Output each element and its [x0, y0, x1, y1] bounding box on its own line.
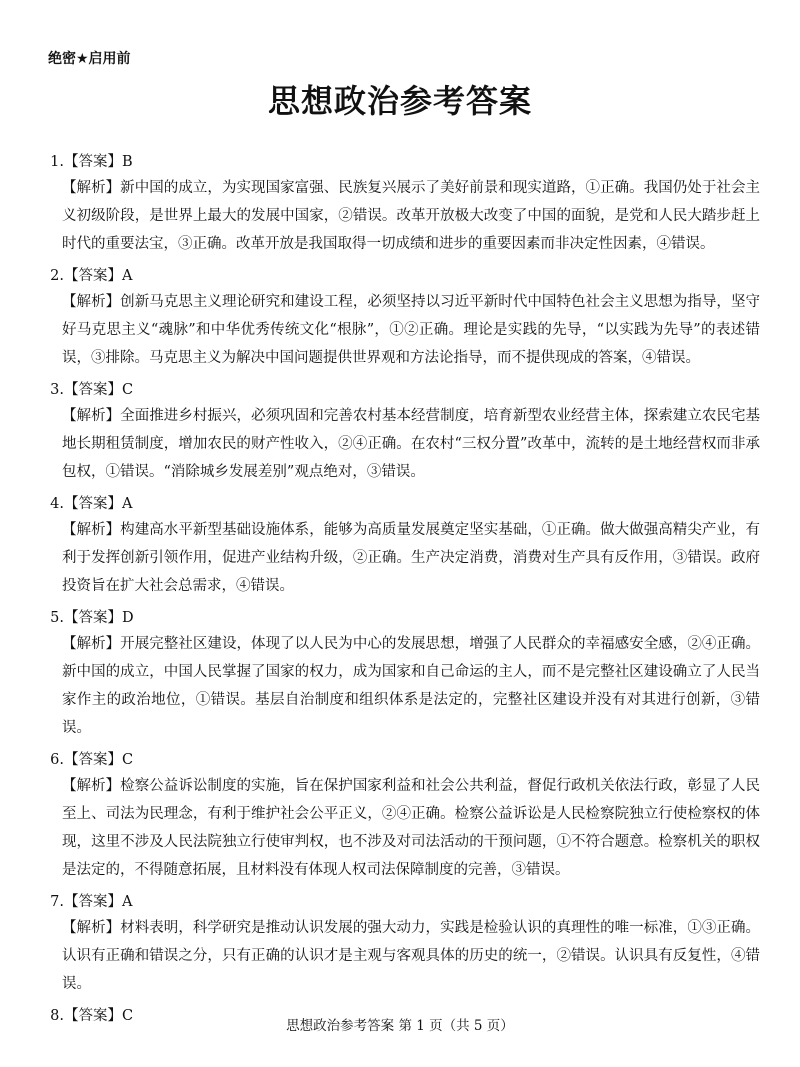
item-number: 8.	[50, 1008, 64, 1024]
answer-label: 【答案】B	[64, 154, 133, 170]
answer-item-4	[38, 492, 760, 600]
answer-item-3	[38, 378, 760, 486]
answer-item-5	[38, 606, 760, 742]
item-number: 1.	[50, 154, 64, 170]
answer-label: 【答案】C	[64, 752, 134, 768]
item-number: 2.	[50, 268, 64, 284]
item-number: 5.	[50, 610, 64, 626]
explanation-text: 【解析】全面推进乡村振兴，必须巩固和完善农村基本经营制度，培育新型农业经营主体，探索建立农民宅基地长期租赁制度，增加农民的财产性收入，②④正确。在农村“三权分置”改革中，流转的是土地经营权而非承包权，①错误。“消除城乡发展差别”观点绝对，③错误。	[62, 408, 760, 480]
page-title: 思想政治参考答案	[267, 82, 532, 120]
explanation-text: 【解析】材料表明，科学研究是推动认识发展的强大动力，实践是检验认识的真理性的唯一标准，①③正确。认识有正确和错误之分，只有正确的认识才是主观与客观具体的历史的统一，②错误。认识具有反复性，④错误。	[62, 920, 760, 992]
item-number: 7.	[50, 894, 64, 910]
answer-list	[38, 150, 760, 1034]
answer-label: 【答案】D	[64, 610, 134, 626]
page-footer: 思想政治参考答案 第 1 页（共 5 页）	[286, 1018, 514, 1034]
explanation-text: 【解析】创新马克思主义理论研究和建设工程，必须坚持以习近平新时代中国特色社会主义思想为指导，坚守好马克思主义“魂脉”和中华优秀传统文化“根脉”，①②正确。理论是实践的先导，“以实践为先导”的表述错误，③排除。马克思主义为解决中国问题提供世界观和方法论指导，而不提供现成的答案，④错误。	[62, 294, 760, 366]
answer-item-7	[38, 890, 760, 998]
explanation-text: 【解析】检察公益诉讼制度的实施，旨在保护国家利益和社会公共利益，督促行政机关依法行政，彰显了人民至上、司法为民理念，有利于维护社会公平正义，②④正确。检察公益诉讼是人民检察院独立行使检察权的体现，这里不涉及人民法院独立行使审判权，也不涉及对司法活动的干预问题，①不符合题意。检察机关的职权是法定的，不得随意拓展，且材料没有体现人权司法保障制度的完善，③错误。	[62, 778, 760, 878]
answer-label: 【答案】A	[64, 268, 133, 284]
answer-label: 【答案】A	[64, 496, 133, 512]
item-number: 4.	[50, 496, 64, 512]
answer-item-6	[38, 748, 760, 884]
explanation-text: 【解析】新中国的成立，为实现国家富强、民族复兴展示了美好前景和现实道路，①正确。我国仍处于社会主义初级阶段，是世界上最大的发展中国家，②错误。改革开放极大改变了中国的面貌，是党和人民大踏步赶上时代的重要法宝，③正确。改革开放是我国取得一切成绩和进步的重要因素而非决定性因素，④错误。	[62, 180, 760, 252]
explanation-text: 【解析】构建高水平新型基础设施体系，能够为高质量发展奠定坚实基础，①正确。做大做强高精尖产业，有利于发挥创新引领作用，促进产业结构升级，②正确。生产决定消费，消费对生产具有反作用，③错误。政府投资旨在扩大社会总需求，④错误。	[62, 522, 760, 594]
answer-label: 【答案】C	[64, 382, 134, 398]
item-number: 6.	[50, 752, 64, 768]
answer-label: 【答案】A	[64, 894, 133, 910]
explanation-text: 【解析】开展完整社区建设，体现了以人民为中心的发展思想，增强了人民群众的幸福感安全感，②④正确。新中国的成立，中国人民掌握了国家的权力，成为国家和自己命运的主人，而不是完整社区建设确立了人民当家作主的政治地位，①错误。基层自治制度和组织体系是法定的，完整社区建设并没有对其进行创新，③错误。	[62, 636, 760, 736]
answer-item-1	[38, 150, 760, 258]
secret-mark: 绝密★启用前	[48, 51, 131, 67]
answer-item-2	[38, 264, 760, 372]
item-number: 3.	[50, 382, 64, 398]
answer-label: 【答案】C	[64, 1008, 134, 1024]
